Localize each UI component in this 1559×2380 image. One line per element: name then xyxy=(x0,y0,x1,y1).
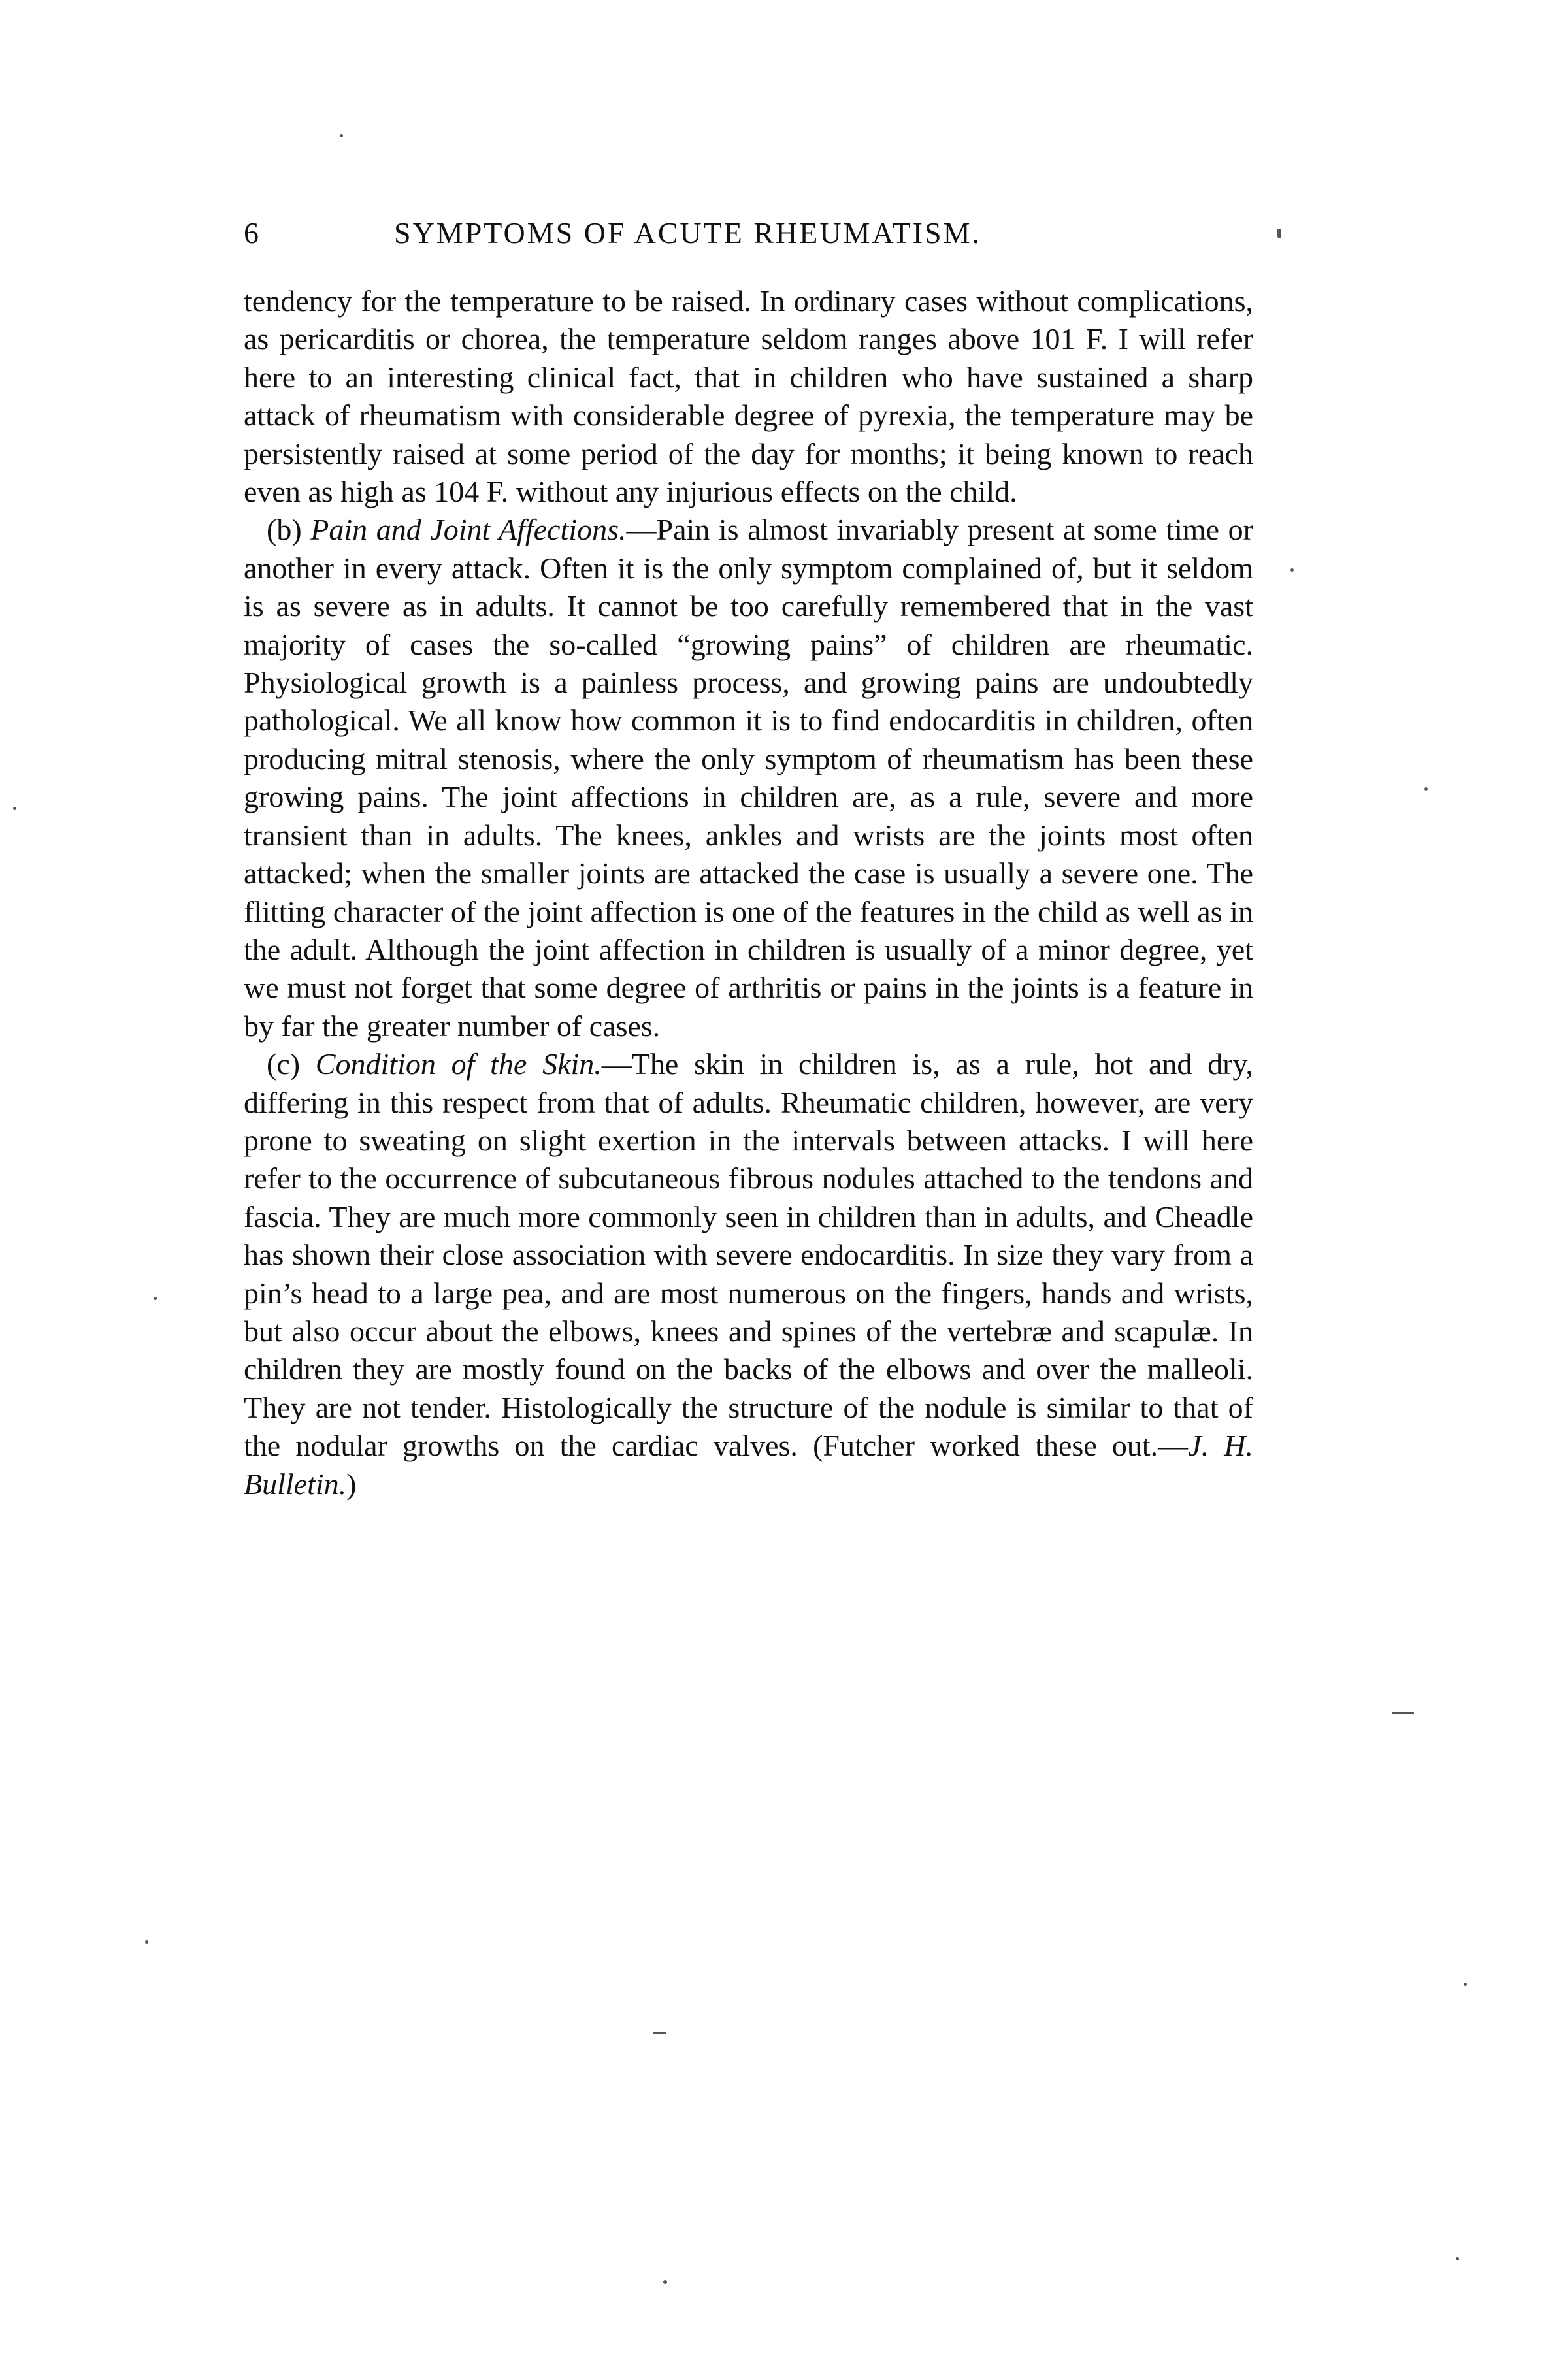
section-heading-pain-joint: Pain and Joint Affections. xyxy=(310,513,627,547)
scan-speck xyxy=(154,1297,157,1300)
paragraph-1-text: tendency for the temperature to be raised. In ordinary cases without complications, as pericarditis or chorea, the temperature seldom ranges above 101 F. I will refer here to an interesting clinical fact, that in children who have sustained a sharp attack of rheumatism with considerable degree of pyrexia, the temperature may be persistently raised at some period of the day for months; it being known to reach even as high as 104 F. without any injurious effects on the child. xyxy=(244,284,1253,509)
page-number: 6 xyxy=(244,216,260,250)
scan-speck xyxy=(1464,1983,1467,1986)
scan-speck xyxy=(1290,568,1294,572)
scan-speck xyxy=(13,807,16,810)
body-text xyxy=(244,282,1253,1503)
scan-speck xyxy=(653,2032,666,2034)
scan-speck xyxy=(1392,1712,1414,1714)
paragraph-3-label: (c) xyxy=(267,1047,301,1081)
scan-speck xyxy=(145,1940,148,1944)
scan-speck xyxy=(1424,787,1428,791)
scan-speck xyxy=(340,134,343,137)
scan-speck xyxy=(663,2280,667,2284)
running-title: SYMPTOMS OF ACUTE RHEUMATISM. xyxy=(394,216,981,250)
section-heading-skin: Condition of the Skin. xyxy=(315,1047,602,1081)
paragraph-2-text: —Pain is almost invariably present at some time or another in every attack. Often it is the only symptom complained of, but it seldom is as severe as in adults. It cannot be too carefully remembered that in the vast majority of cases the so-called “growing pains” of children are rheumatic. Physiological growth is a painless process, and growing pains are undoubtedly pathological. We all know how common it is to find endocarditis in children, often producing mitral stenosis, where the only symptom of rheumatism has been these growing pains. The joint affections in children are, as a rule, severe and more transient than in adults. The knees, ankles and wrists are the joints most often attacked; when the smaller joints are attacked the case is usually a severe one. The flitting character of the joint affection is one of the features in the child as well as in the adult. Although the joint affection in children is usually of a minor degree, yet we must not forget that some degree of arthritis or pains in the joints is a feature in by far the greater number of cases. xyxy=(244,513,1254,1043)
paragraph-3-text: —The skin in children is, as a rule, hot and dry, differing in this respect from that of adults. Rheumatic children, however, are very prone to sweating on slight exertion in the intervals between attacks. I will here refer to the occurrence of subcutaneous fibrous nodules attached to the tendons and fascia. They are much more commonly seen in children than in adults, and Cheadle has shown their close association with severe endocarditis. In size they vary from a pin’s head to a large pea, and are most numerous on the fingers, hands and wrists, but also occur about the elbows, knees and spines of the vertebræ and scapulæ. In children they are mostly found on the backs of the elbows and over the malleoli. They are not tender. Histologically the structure of the nodule is similar to that of the nodular growths on the cardiac valves. (Futcher worked these out.— xyxy=(244,1047,1254,1463)
paragraph-temperature xyxy=(244,282,1253,511)
scan-speck xyxy=(1456,2257,1459,2260)
running-header xyxy=(244,216,1289,255)
scan-speck xyxy=(1277,229,1281,238)
paragraph-pain-joint xyxy=(244,511,1253,1045)
citation: J. H. Bulletin. xyxy=(244,1429,1253,1501)
paragraph-3-close: ) xyxy=(346,1467,357,1501)
paragraph-skin xyxy=(244,1045,1253,1503)
paragraph-2-label: (b) xyxy=(267,513,302,547)
